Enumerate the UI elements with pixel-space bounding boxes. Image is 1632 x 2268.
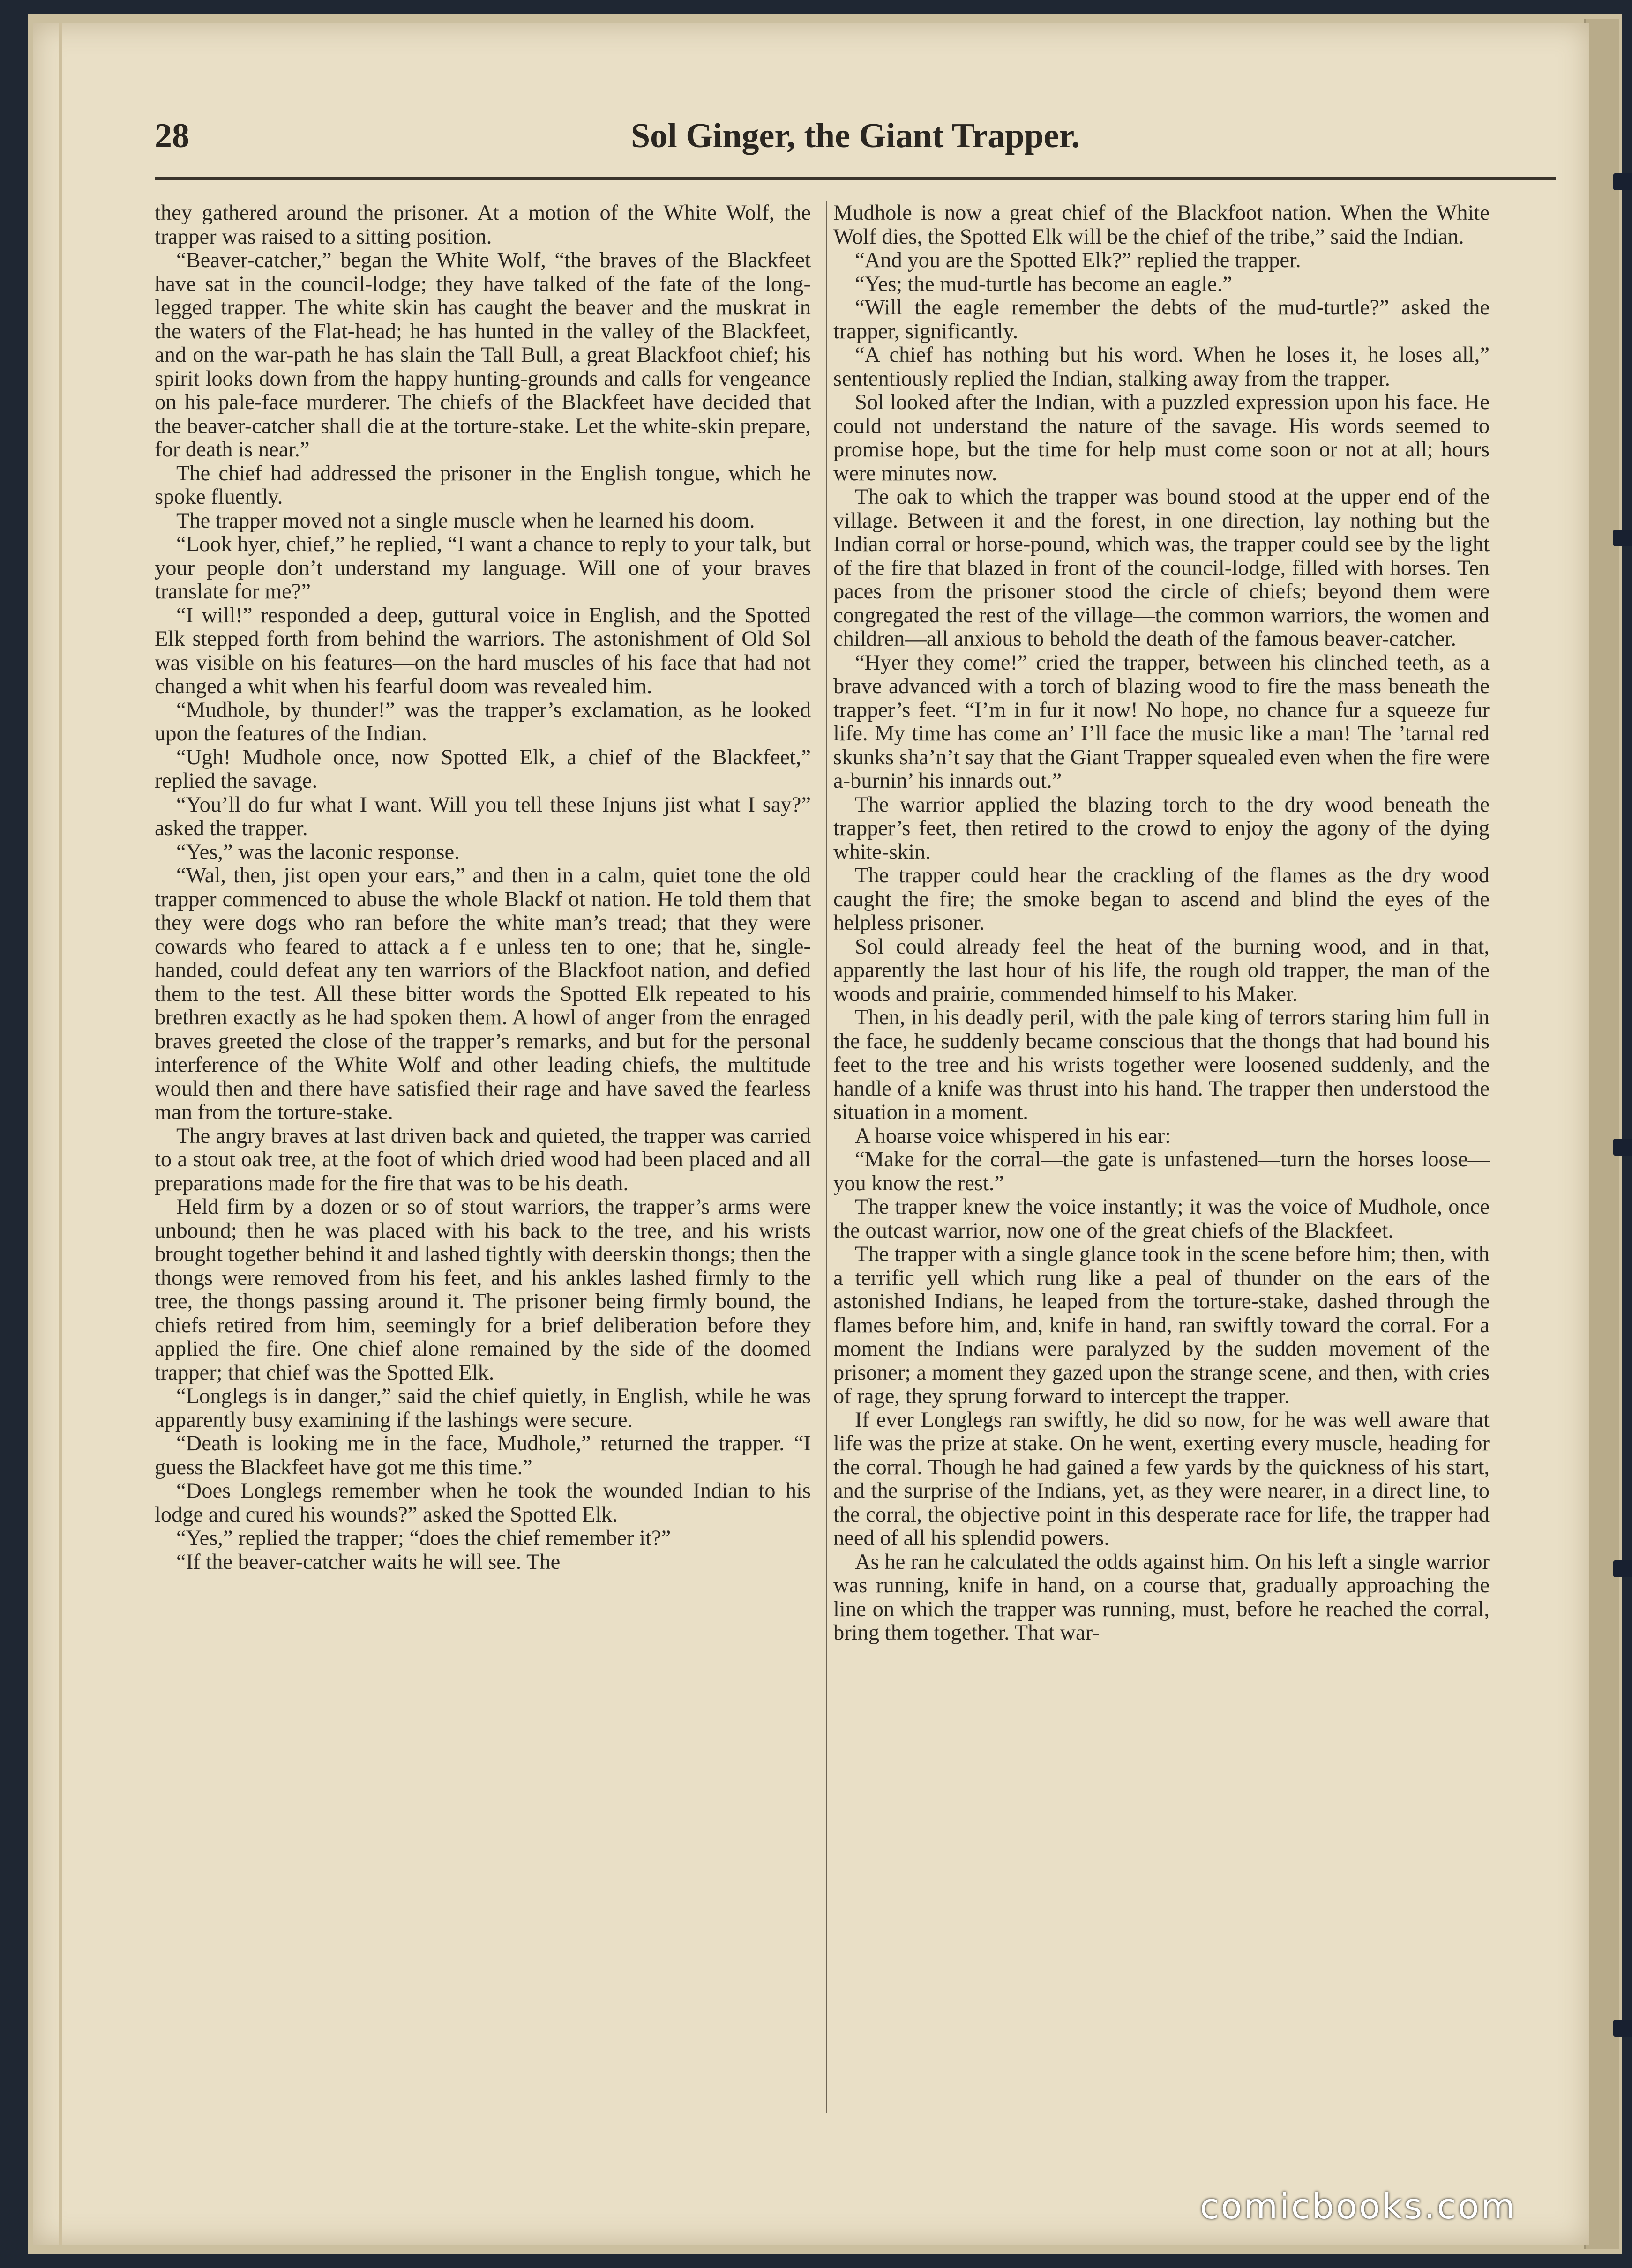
paragraph: The trapper moved not a single muscle when he learned his doom. — [176, 508, 755, 533]
right-column — [833, 201, 1490, 2123]
paragraph: “Will the eagle remember the debts of the mud-turtle?” asked the trapper, significantly. — [833, 296, 1490, 343]
binding-staple — [1613, 2020, 1632, 2037]
paragraph: Then, in his deadly peril, with the pale king of terrors staring him full in the face, he suddenly became conscious that the thongs that had bound his feet to the tree and his wrists together were loosened suddenly, and the handle of a knife was thrust into his hand. The trapper then understood the situation in a moment. — [833, 1006, 1490, 1124]
paragraph: “Ugh! Mudhole once, now Spotted Elk, a chief of the Blackfeet,” replied the savage. — [155, 745, 811, 793]
page-number: 28 — [155, 117, 189, 155]
paragraph: “Longlegs is in danger,” said the chief quietly, in English, while he was apparently busy examining if the lashings were secure. — [155, 1384, 811, 1432]
paragraph: they gathered around the prisoner. At a motion of the White Wolf, the trapper was raised to a sitting position. — [155, 201, 811, 249]
paragraph: “Look hyer, chief,” he replied, “I want a chance to reply to your talk, but your people don’t understand my language. Will one of your braves translate for me?” — [155, 532, 811, 604]
paragraph: “Make for the corral—the gate is unfastened—turn the horses loose—you know the rest.” — [833, 1148, 1490, 1195]
binding-staple — [1613, 530, 1632, 546]
paragraph: A hoarse voice whispered in his ear: — [855, 1124, 1171, 1148]
paragraph: If ever Longlegs ran swiftly, he did so now, for he was well aware that life was the prize at stake. On he went, exerting every muscle, heading for the corral. Though he had gained a few yards by the quickness of his start, and the surprise of the Indians, yet, as they were nearer, in a direct line, to the corral, the objective point in this desperate race for life, the trapper had need of all his splendid powers. — [833, 1408, 1490, 1550]
paragraph: The chief had addressed the prisoner in the English tongue, which he spoke fluently. — [155, 461, 811, 509]
left-column — [155, 201, 811, 2123]
paragraph: Sol could already feel the heat of the burning wood, and in that, apparently the last hour of his life, the rough old trapper, the man of the woods and prairie, commended himself to his Maker. — [833, 934, 1490, 1006]
paragraph: The warrior applied the blazing torch to the dry wood beneath the trapper’s feet, then retired to the crowd to enjoy the agony of the dying white-skin. — [833, 792, 1490, 864]
page-stack-edge — [1584, 19, 1619, 2249]
paragraph: Held firm by a dozen or so of stout warriors, the trapper’s arms were unbound; then he was placed with his back to the tree, and his wrists brought together behind it and lashed tightly with deerskin thongs; then the thongs were removed from his feet, and his ankles lashed firmly to the tree, the thongs passing around it. The prisoner being firmly bound, the chiefs retired from him, seemingly for a brief deliberation before they applied the fire. One chief alone remained by the side of the doomed trapper; that chief was the Spotted Elk. — [155, 1195, 811, 1385]
column-divider — [826, 201, 827, 2113]
paragraph: “If the beaver-catcher waits he will see. The — [176, 1550, 561, 1574]
header-rule — [155, 177, 1556, 180]
binding-staple — [1613, 1560, 1632, 1577]
paragraph: “Mudhole, by thunder!” was the trapper’s exclamation, as he looked upon the features of the Indian. — [155, 698, 811, 746]
paragraph: “Death is looking me in the face, Mudhole,” returned the trapper. “I guess the Blackfeet have got me this time.” — [155, 1432, 811, 1479]
paragraph: Mudhole is now a great chief of the Blackfoot nation. When the White Wolf dies, the Spotted Elk will be the chief of the tribe,” said the Indian. — [833, 201, 1490, 249]
page-header — [155, 108, 1556, 178]
paragraph: “Yes,” was the laconic response. — [176, 840, 460, 864]
watermark: comicbooks.com — [1200, 2186, 1517, 2227]
binding-staple — [1613, 1139, 1632, 1156]
paragraph: “Beaver-catcher,” began the White Wolf, “the braves of the Blackfeet have sat in the council-lodge; they have talked of the fate of the long-legged trapper. The white skin has caught the beaver and the muskrat in the waters of the Flat-head; he has hunted in the valley of the Blackfeet, and on the war-path he has slain the Tall Bull, a great Blackfoot chief; his spirit looks down from the happy hunting-grounds and calls for vengeance on his pale-face murderer. The chiefs of the Blackfeet have decided that the beaver-catcher shall die at the torture-stake. Let the white-skin prepare, for death is near.” — [155, 248, 811, 462]
paragraph: The angry braves at last driven back and quieted, the trapper was carried to a stout oak tree, at the foot of which dried wood had been placed and all preparations made for the fire that was to be his death. — [155, 1124, 811, 1195]
paragraph: “Yes,” replied the trapper; “does the chief remember it?” — [176, 1526, 671, 1550]
paragraph: As he ran he calculated the odds against him. On his left a single warrior was running, knife in hand, on a course that, gradually approaching the line on which the trapper was running, must, before he reached the corral, bring them together. That war- — [833, 1550, 1490, 1645]
paragraph: “I will!” responded a deep, guttural voice in English, and the Spotted Elk stepped forth from behind the warriors. The astonishment of Old Sol was visible on his features—on the hard muscles of his face that had not changed a whit when his fearful doom was revealed him. — [155, 603, 811, 698]
paragraph: The trapper knew the voice instantly; it was the voice of Mudhole, once the outcast warrior, now one of the great chiefs of the Blackfeet. — [833, 1195, 1490, 1243]
binding-staple — [1613, 173, 1632, 190]
paragraph: “Hyer they come!” cried the trapper, between his clinched teeth, as a brave advanced with a torch of blazing wood to fire the mass beneath the trapper’s feet. “I’m in fur it now! No hope, no chance fur a squeeze fur life. My time has come an’ I’ll face the music like a man! The ’tarnal red skunks sha’n’t say that the Giant Trapper squealed even when the fire were a-burnin’ his innards out.” — [833, 650, 1490, 793]
paragraph: “Does Longlegs remember when he took the wounded Indian to his lodge and cured his wounds?” asked the Spotted Elk. — [155, 1479, 811, 1527]
paragraph: “You’ll do fur what I want. Will you tell these Injuns jist what I say?” asked the trapper. — [155, 792, 811, 840]
paragraph: “Wal, then, jist open your ears,” and then in a calm, quiet tone the old trapper commenced to abuse the whole Blackf ot nation. He told them that they were dogs who ran before the white man’s tread; that they were cowards who feared to attack a f e unless ten to one; that he, single-handed, could defeat any ten warriors of the Blackfoot nation, and defied them to the test. All these bitter words the Spotted Elk repeated to his brethren exactly as he had spoken them. A howl of anger from the enraged braves greeted the close of the trapper’s remarks, and but for the personal interference of the White Wolf and other leading chiefs, the multitude would then and there have satisfied their rage and have saved the fearless man from the torture-stake. — [155, 864, 811, 1124]
binding-shadow — [59, 23, 62, 2245]
paragraph: The oak to which the trapper was bound stood at the upper end of the village. Between it and the forest, in one direction, lay nothing but the Indian corral or horse-pound, which was, the trapper could see by the light of the fire that blazed in front of the council-lodge, filled with horses. Ten paces from the prisoner stood the circle of chiefs; beyond them were congregated the rest of the village—the common warriors, the women and children—all anxious to behold the death of the famous beaver-catcher. — [833, 485, 1490, 651]
paragraph: “And you are the Spotted Elk?” replied the trapper. — [855, 248, 1301, 272]
paragraph: The trapper with a single glance took in the scene before him; then, with a terrific yell which rung like a peal of thunder on the ears of the astonished Indians, he leaped from the torture-stake, dashed through the flames before him, and, knife in hand, ran swiftly toward the corral. For a moment the Indians were paralyzed by the sudden movement of the prisoner; a moment they gazed upon the strange scene, and then, with cries of rage, they sprung forward to intercept the trapper. — [833, 1242, 1490, 1408]
paragraph: Sol looked after the Indian, with a puzzled expression upon his face. He could not understand the nature of the savage. His words seemed to promise hope, but the time for help must come soon or not at all; hours were minutes now. — [833, 390, 1490, 485]
paragraph: “Yes; the mud-turtle has become an eagle.” — [855, 272, 1232, 296]
paragraph: The trapper could hear the crackling of the flames as the dry wood caught the fire; the smoke began to ascend and blind the eyes of the helpless prisoner. — [833, 864, 1490, 935]
running-title: Sol Ginger, the Giant Trapper. — [630, 117, 1080, 155]
paragraph: “A chief has nothing but his word. When he loses it, he loses all,” sententiously replied the Indian, stalking away from the trapper. — [833, 343, 1490, 391]
